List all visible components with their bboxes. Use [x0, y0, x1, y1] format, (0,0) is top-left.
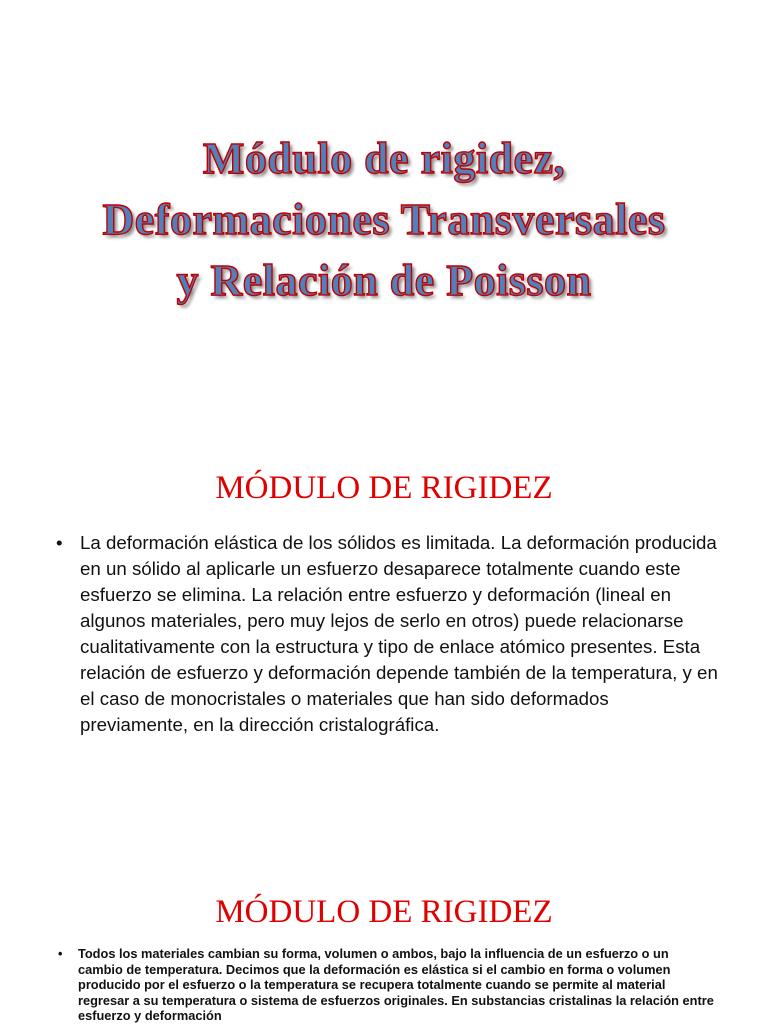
bullet-item [58, 946, 714, 1024]
slide-modulo-de-rigidez-1 [0, 432, 768, 864]
slide-heading: MÓDULO DE RIGIDEZ [215, 894, 553, 930]
title-slide [0, 0, 768, 432]
bullet-list [58, 946, 714, 1024]
bullet-text: La deformación elástica de los sólidos es limitada. La deformación producida en un sólido al aplicarle un esfuerzo desaparece totalmente cuando este esfuerzo se elimina. La relación entre esfuerzo y deformación (lineal en algunos materiales, pero muy lejos de serlo en otros) puede relacionarse cualitativamente con la estructura y tipo de enlace atómico presentes. Esta relación de esfuerzo y deformación depende también de la temperatura, y en el caso de monocristales o materiales que han sido deformados previamente, en la dirección cristalográfica. [80, 532, 718, 735]
bullet-text: Todos los materiales cambian su forma, volumen o ambos, bajo la influencia de un esfuerzo o un cambio de temperatura. Decimos que la deformación es elástica si el cambio en forma o volumen producido por el esfuerzo o la temperatura se recupera totalmente cuando se permite al material regresar a su temperatura o sistema de esfuerzos originales. En substancias cristalinas la relación entre esfuerzo y deformación [78, 946, 714, 1023]
title-line-2: Deformaciones Transversales [102, 195, 666, 244]
slide-heading: MÓDULO DE RIGIDEZ [215, 470, 553, 506]
slide-modulo-de-rigidez-2 [0, 864, 768, 1024]
presentation-title [0, 128, 768, 311]
title-line-1: Módulo de rigidez, [202, 134, 566, 183]
title-line-3: y Relación de Poisson [176, 256, 592, 305]
bullet-icon: • [56, 532, 63, 553]
bullet-list [56, 530, 718, 738]
bullet-icon: • [58, 946, 63, 961]
bullet-item [56, 530, 718, 738]
